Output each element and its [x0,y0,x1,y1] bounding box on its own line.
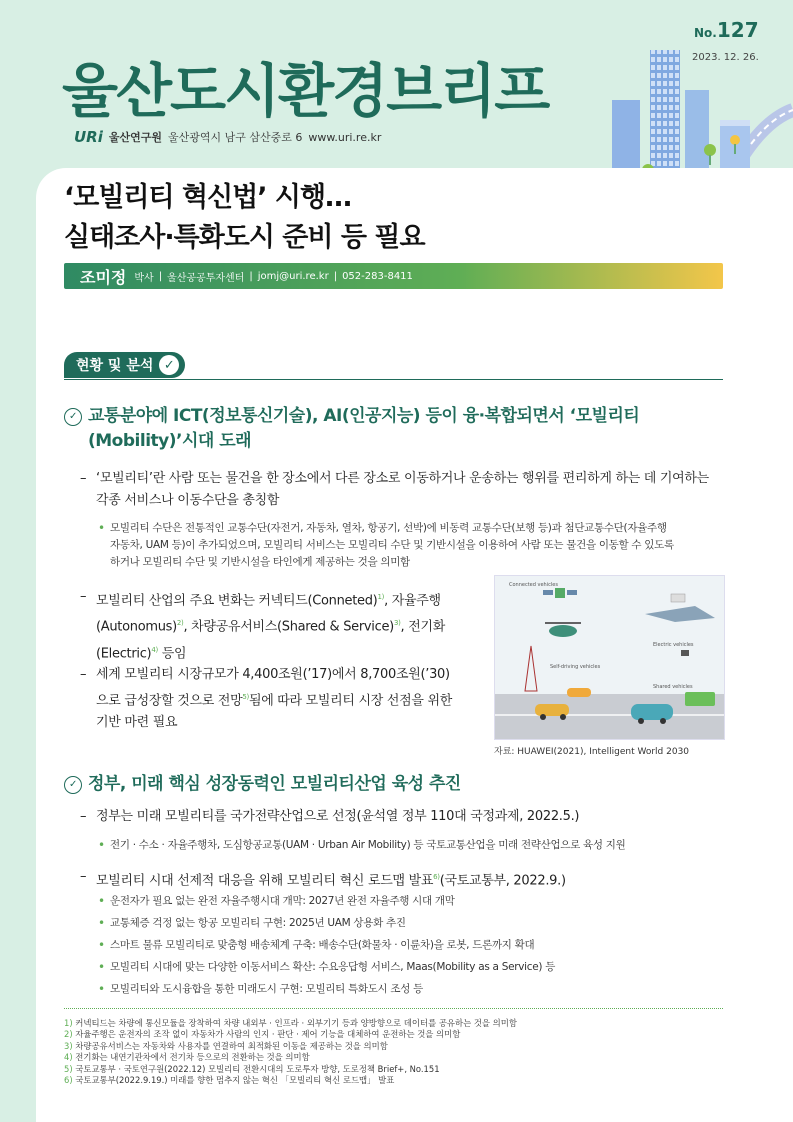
author-name: 조미정 [80,267,127,287]
aircraft-icon [645,606,715,622]
mobility-illustration [495,576,724,739]
bullet-uam: • 교통체증 걱정 없는 항공 모빌리티 구현: 2025년 UAM 상용화 추진 [110,915,750,932]
label-connected: Connected vehicles [509,582,558,588]
masthead-title: 울산도시환경브리프 [62,57,549,125]
author-bar: 조미정 박사 | 울산공공투자센터 | jomj@uri.re.kr | 052-283-8411 [64,263,723,289]
issue-number: No.127 [694,18,759,42]
footnote-item: 2) 자율주행은 운전자의 조작 없이 자동차가 사람의 인지 · 판단 · 제어 기능을 대체하여 운전하는 것을 의미함 [64,1029,461,1040]
paragraph-national-strategy: – 정부는 미래 모빌리티를 국가전략산업으로 선정(윤석열 정부 110대 국정과제, 2022.5.) [96,806,736,828]
label-self-driving: Self-driving vehicles [550,664,601,670]
footnote-item: 4) 전기화는 내연기관차에서 전기차 등으로의 전환하는 것을 의미함 [64,1052,310,1063]
footnote-divider [64,1008,723,1009]
section-tag [64,352,185,378]
heading-mobility-era: ✓ 교통분야에 ICT(정보통신기술), AI(인공지능) 등이 융·복합되면서 ‘모빌리티 (Mobility)’시대 도래 [64,404,639,454]
section-label: 현황 및 분석 [76,358,154,374]
publisher-website[interactable]: www.uri.re.kr [308,130,382,144]
check-icon: ✓ [64,408,82,426]
paragraph-market-size: – 세계 모빌리티 시장규모가 4,400조원(’17)에서 8,700조원(’30) 으로 급성장할 것으로 전망$^{5)}$됨에 따라 모빌리티 시장 선점을 위한 기반 마련 필요 [96,664,481,734]
author-phone: 052-283-8411 [342,270,413,282]
label-electric: Electric vehicles [653,642,694,648]
author-email[interactable]: jomj@uri.re.kr [257,270,329,282]
check-icon: ✓ [159,355,179,375]
issue-date: 2023. 12. 26. [692,52,759,63]
bullet-autonomous: • 운전자가 필요 없는 완전 자율주행시대 개막: 2027년 완전 자율주행 시대 개막 [110,893,750,910]
footnotes [64,1018,734,1086]
footnote-item: 6) 국토교통부(2022.9.19.) 미래를 향한 멈추지 않는 혁신 「모빌리티 혁신 로드맵」 발표 [64,1075,395,1086]
label-shared: Shared vehicles [653,684,693,690]
mobility-figure [494,575,725,740]
tower-icon [525,646,537,691]
author-degree: 박사 [134,272,154,284]
author-center: 울산공공투자센터 [167,272,245,284]
publisher-name: 울산연구원 [108,131,163,144]
heading-government-policy: ✓ 정부, 미래 핵심 성장동력인 모빌리티산업 육성 추진 [64,772,461,797]
section-divider [64,379,723,380]
bullet-services: • 모빌리티 시대에 맞는 다양한 이동서비스 확산: 수요응답형 서비스, Maas(Mobility as a Service) 등 [110,959,750,976]
footnote-item: 5) 국토교통부 · 국토연구원(2022.12) 모빌리티 전환시대의 도로투자 방향, 도로정책 Brief+, No.151 [64,1063,440,1074]
car-icon [567,688,591,697]
satellite-icon [543,588,577,598]
figure-caption: 자료: HUAWEI(2021), Intelligent World 2030 [494,747,690,757]
footnote-item: 3) 차량공유서비스는 자동차와 사용자를 연결하여 최적화된 이동을 제공하는 것을 의미함 [64,1040,388,1051]
bus-icon [685,692,715,706]
paragraph-mobility-definition: – ‘모빌리티’란 사람 또는 물건을 한 장소에서 다른 장소로 이동하거나 운송하는 행위를 편리하게 하는 데 기여하는 각종 서비스나 이동수단을 총칭함 [96,468,736,512]
bullet-urban: • 모빌리티와 도시융합을 통한 미래도시 구현: 모빌리티 특화도시 조성 등 [110,981,750,998]
footnote-item: 1) 커넥티드는 차량에 통신모듈을 장착하여 차량 내외부 · 인프라 · 외부기기 등과 양방향으로 데이터를 공유하는 것을 의미함 [64,1018,517,1028]
bullet-strategy-support: • 전기 · 수소 · 자율주행차, 도심항공교통(UAM · Urban Air Mobility) 등 국토교통산업을 미래 전략산업으로 육성 지원 [110,837,750,854]
uri-logo: URi [74,128,103,146]
paragraph-industry-change: – 모빌리티 산업의 주요 변화는 커넥티드(Conneted)$^{1)}$, 자율주행 (Autonomus)$^{2)}$, 차량공유서비스(Shared & Service)$^{3)}$, 전기화 (Electric)$^{4)}$ 등임 [96,586,481,665]
bullet-mobility-means: • 모빌리티 수단은 전통적인 교통수단(자전거, 자동차, 열차, 항공기, 선박)에 비동력 교통수단(보행 등)과 첨단교통수단(자율주행 자동차, UAM 등)이 추가되었으며, 모빌리티 서비스는 모빌리티 수단 및 기반시설을 이용하여 사람 또는 물건을 이동할 수 있도록 하거나 모빌리티 수단 및 기반시설을 타인에게 제공하는 것을 의미함 [110,520,750,571]
check-icon: ✓ [64,776,82,794]
headline: ‘모빌리티 혁신법’ 시행… 실태조사·특화도시 준비 등 필요 [64,182,425,253]
paragraph-roadmap: – 모빌리티 시대 선제적 대응을 위해 모빌리티 혁신 로드맵 발표$^{6)}$(국토교통부, 2022.9.) [96,866,736,892]
air-taxi-icon [545,623,581,637]
publisher-info [74,128,381,146]
publisher-address: 울산광역시 남구 삼산중로 6 [168,131,303,144]
bullet-logistics: • 스마트 물류 모빌리티로 맞춤형 배송체계 구축: 배송수단(화물차 · 이륜차)을 로봇, 드론까지 확대 [110,937,750,954]
